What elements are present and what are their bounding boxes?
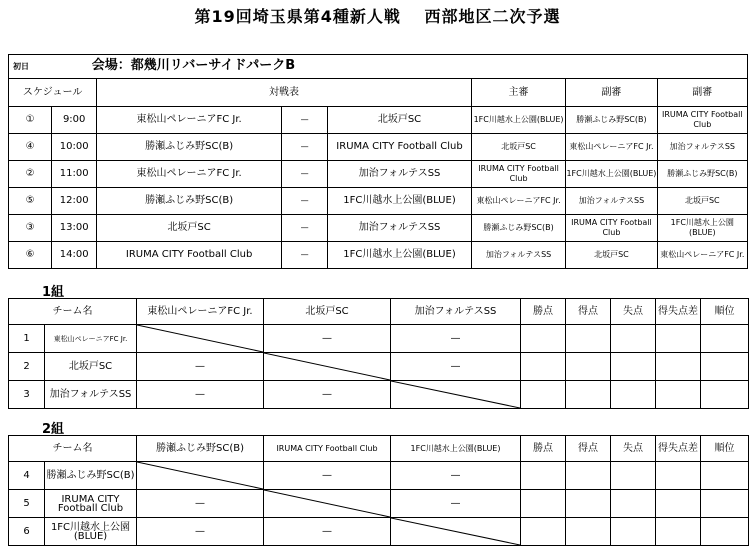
schedule-cell-time: 11:00 xyxy=(52,161,97,188)
group1-header-gf: 得点 xyxy=(566,299,611,325)
stat-cell-gd xyxy=(656,518,701,546)
schedule-cell-ref: 加治フォルテスSS xyxy=(471,242,565,269)
schedule-cell-as2: 北坂戸SC xyxy=(657,188,747,215)
group2-header-team: チーム名 xyxy=(9,436,137,462)
schedule-cell-time: 14:00 xyxy=(52,242,97,269)
match-result-cell: — xyxy=(391,353,521,381)
diagonal-line xyxy=(264,490,390,517)
schedule-cell-no: ② xyxy=(9,161,52,188)
schedule-cell-ref: 北坂戸SC xyxy=(471,134,565,161)
schedule-row xyxy=(9,188,748,215)
schedule-cell-home: 勝瀬ふじみ野SC(B) xyxy=(97,134,282,161)
stat-cell-rank xyxy=(701,381,749,409)
stat-cell-gf xyxy=(566,353,611,381)
stat-cell-ga xyxy=(611,518,656,546)
header-assistant1: 副審 xyxy=(566,79,657,107)
team-name: IRUMA CITY Football Club xyxy=(45,490,137,518)
stat-cell-gd xyxy=(656,325,701,353)
group1-header-rank: 順位 xyxy=(701,299,749,325)
schedule-cell-as1: 1FC川越水上公園(BLUE) xyxy=(566,161,657,188)
group1-header-wins: 勝点 xyxy=(521,299,566,325)
schedule-cell-as1: 勝瀬ふじみ野SC(B) xyxy=(566,107,657,134)
stat-cell-gf xyxy=(566,518,611,546)
schedule-cell-as1: 北坂戸SC xyxy=(566,242,657,269)
stat-cell-ga xyxy=(611,490,656,518)
diagonal-line xyxy=(137,325,263,352)
team-number: 5 xyxy=(9,490,45,518)
schedule-cell-vs: — xyxy=(281,161,327,188)
match-result-cell: — xyxy=(137,353,264,381)
stat-cell-wins xyxy=(521,381,566,409)
schedule-row xyxy=(9,161,748,188)
stat-cell-gd xyxy=(656,490,701,518)
schedule-row xyxy=(9,242,748,269)
schedule-cell-no: ⑥ xyxy=(9,242,52,269)
match-result-cell: — xyxy=(137,518,264,546)
schedule-cell-home: 勝瀬ふじみ野SC(B) xyxy=(97,188,282,215)
group2-row xyxy=(9,490,749,518)
group2-header-rank: 順位 xyxy=(701,436,749,462)
group2-header-ga: 失点 xyxy=(611,436,656,462)
schedule-cell-as2: 1FC川越水上公園(BLUE) xyxy=(657,215,747,242)
schedule-cell-home: 東松山ペレーニアFC Jr. xyxy=(97,107,282,134)
group2-table xyxy=(8,435,749,546)
schedule-cell-no: ① xyxy=(9,107,52,134)
stat-cell-ga xyxy=(611,462,656,490)
stat-cell-rank xyxy=(701,490,749,518)
schedule-cell-no: ⑤ xyxy=(9,188,52,215)
header-referee: 主審 xyxy=(471,79,565,107)
group2-header-t3: 1FC川越水上公園(BLUE) xyxy=(391,436,521,462)
stat-cell-wins xyxy=(521,518,566,546)
schedule-table xyxy=(8,54,748,269)
group2-header-t1: 勝瀬ふじみ野SC(B) xyxy=(137,436,264,462)
schedule-cell-as2: 東松山ペレーニアFC Jr. xyxy=(657,242,747,269)
team-number: 2 xyxy=(9,353,45,381)
schedule-cell-vs: — xyxy=(281,107,327,134)
diagonal-line xyxy=(264,353,390,380)
stat-cell-gd xyxy=(656,381,701,409)
team-name: 勝瀬ふじみ野SC(B) xyxy=(45,462,137,490)
group2-header-gf: 得点 xyxy=(566,436,611,462)
stat-cell-rank xyxy=(701,518,749,546)
team-name: 1FC川越水上公園(BLUE) xyxy=(45,518,137,546)
header-assistant2: 副審 xyxy=(657,79,747,107)
self-match-cell xyxy=(137,325,264,353)
diagonal-line xyxy=(391,518,520,545)
stat-cell-rank xyxy=(701,353,749,381)
schedule-cell-ref: IRUMA CITY Football Club xyxy=(471,161,565,188)
group2-header-wins: 勝点 xyxy=(521,436,566,462)
header-match: 対戦表 xyxy=(97,79,472,107)
stat-cell-ga xyxy=(611,381,656,409)
header-schedule: スケジュール xyxy=(9,79,97,107)
match-result-cell: — xyxy=(391,490,521,518)
schedule-cell-as2: 勝瀬ふじみ野SC(B) xyxy=(657,161,747,188)
team-number: 1 xyxy=(9,325,45,353)
stat-cell-gd xyxy=(656,353,701,381)
schedule-cell-ref: 東松山ペレーニアFC Jr. xyxy=(471,188,565,215)
group1-row xyxy=(9,325,749,353)
self-match-cell xyxy=(264,490,391,518)
group1-header-gd: 得失点差 xyxy=(656,299,701,325)
day-label: 初日 xyxy=(13,62,29,71)
diagonal-line xyxy=(137,462,263,489)
team-name: 東松山ペレーニアFC Jr. xyxy=(45,325,137,353)
group1-header-team: チーム名 xyxy=(9,299,137,325)
team-name: 北坂戸SC xyxy=(45,353,137,381)
group2-header-gd: 得失点差 xyxy=(656,436,701,462)
schedule-row xyxy=(9,107,748,134)
match-result-cell: — xyxy=(264,325,391,353)
stat-cell-gf xyxy=(566,325,611,353)
schedule-cell-vs: — xyxy=(281,134,327,161)
stat-cell-rank xyxy=(701,462,749,490)
group1-header-t2: 北坂戸SC xyxy=(264,299,391,325)
stat-cell-gf xyxy=(566,490,611,518)
schedule-cell-away: 1FC川越水上公園(BLUE) xyxy=(328,242,472,269)
match-result-cell: — xyxy=(391,325,521,353)
team-name: 加治フォルテスSS xyxy=(45,381,137,409)
schedule-cell-as2: IRUMA CITY Football Club xyxy=(657,107,747,134)
stat-cell-wins xyxy=(521,325,566,353)
schedule-cell-away: 加治フォルテスSS xyxy=(328,215,472,242)
group1-header-ga: 失点 xyxy=(611,299,656,325)
stat-cell-rank xyxy=(701,325,749,353)
group2-title: 2組 xyxy=(42,422,65,437)
self-match-cell xyxy=(391,518,521,546)
schedule-cell-home: 北坂戸SC xyxy=(97,215,282,242)
schedule-cell-vs: — xyxy=(281,215,327,242)
group1-table xyxy=(8,298,749,409)
schedule-cell-home: 東松山ペレーニアFC Jr. xyxy=(97,161,282,188)
schedule-cell-no: ④ xyxy=(9,134,52,161)
schedule-cell-as2: 加治フォルテスSS xyxy=(657,134,747,161)
schedule-row xyxy=(9,134,748,161)
diagonal-line xyxy=(391,381,520,408)
self-match-cell xyxy=(264,353,391,381)
schedule-cell-vs: — xyxy=(281,188,327,215)
match-result-cell: — xyxy=(137,381,264,409)
self-match-cell xyxy=(391,381,521,409)
schedule-cell-no: ③ xyxy=(9,215,52,242)
schedule-cell-time: 12:00 xyxy=(52,188,97,215)
schedule-cell-away: IRUMA CITY Football Club xyxy=(328,134,472,161)
stat-cell-gf xyxy=(566,381,611,409)
team-number: 4 xyxy=(9,462,45,490)
page-title: 第19回埼玉県第4種新人戦 西部地区二次予選 xyxy=(194,7,561,26)
stat-cell-ga xyxy=(611,325,656,353)
team-number: 3 xyxy=(9,381,45,409)
schedule-day-venue xyxy=(9,55,748,79)
stat-cell-wins xyxy=(521,462,566,490)
group2-row xyxy=(9,462,749,490)
schedule-row xyxy=(9,215,748,242)
schedule-cell-away: 北坂戸SC xyxy=(328,107,472,134)
schedule-cell-time: 10:00 xyxy=(52,134,97,161)
group1-row xyxy=(9,381,749,409)
group1-row xyxy=(9,353,749,381)
schedule-cell-time: 13:00 xyxy=(52,215,97,242)
schedule-cell-away: 加治フォルテスSS xyxy=(328,161,472,188)
match-result-cell: — xyxy=(137,490,264,518)
match-result-cell: — xyxy=(264,518,391,546)
match-result-cell: — xyxy=(391,462,521,490)
stat-cell-gd xyxy=(656,462,701,490)
schedule-cell-time: 9:00 xyxy=(52,107,97,134)
schedule-cell-ref: 勝瀬ふじみ野SC(B) xyxy=(471,215,565,242)
schedule-cell-as1: 東松山ペレーニアFC Jr. xyxy=(566,134,657,161)
schedule-cell-as1: 加治フォルテスSS xyxy=(566,188,657,215)
group1-header-t1: 東松山ペレーニアFC Jr. xyxy=(137,299,264,325)
self-match-cell xyxy=(137,462,264,490)
group1-title: 1組 xyxy=(42,285,65,300)
group2-row xyxy=(9,518,749,546)
match-result-cell: — xyxy=(264,462,391,490)
stat-cell-wins xyxy=(521,353,566,381)
group1-header-t3: 加治フォルテスSS xyxy=(391,299,521,325)
stat-cell-gf xyxy=(566,462,611,490)
schedule-cell-home: IRUMA CITY Football Club xyxy=(97,242,282,269)
schedule-cell-vs: — xyxy=(281,242,327,269)
schedule-cell-away: 1FC川越水上公園(BLUE) xyxy=(328,188,472,215)
venue-label: 会場：都幾川リバーサイドパークB xyxy=(91,58,296,73)
schedule-cell-as1: IRUMA CITY Football Club xyxy=(566,215,657,242)
stat-cell-wins xyxy=(521,490,566,518)
group2-header-t2: IRUMA CITY Football Club xyxy=(264,436,391,462)
team-number: 6 xyxy=(9,518,45,546)
schedule-cell-ref: 1FC川越水上公園(BLUE) xyxy=(471,107,565,134)
match-result-cell: — xyxy=(264,381,391,409)
stat-cell-ga xyxy=(611,353,656,381)
